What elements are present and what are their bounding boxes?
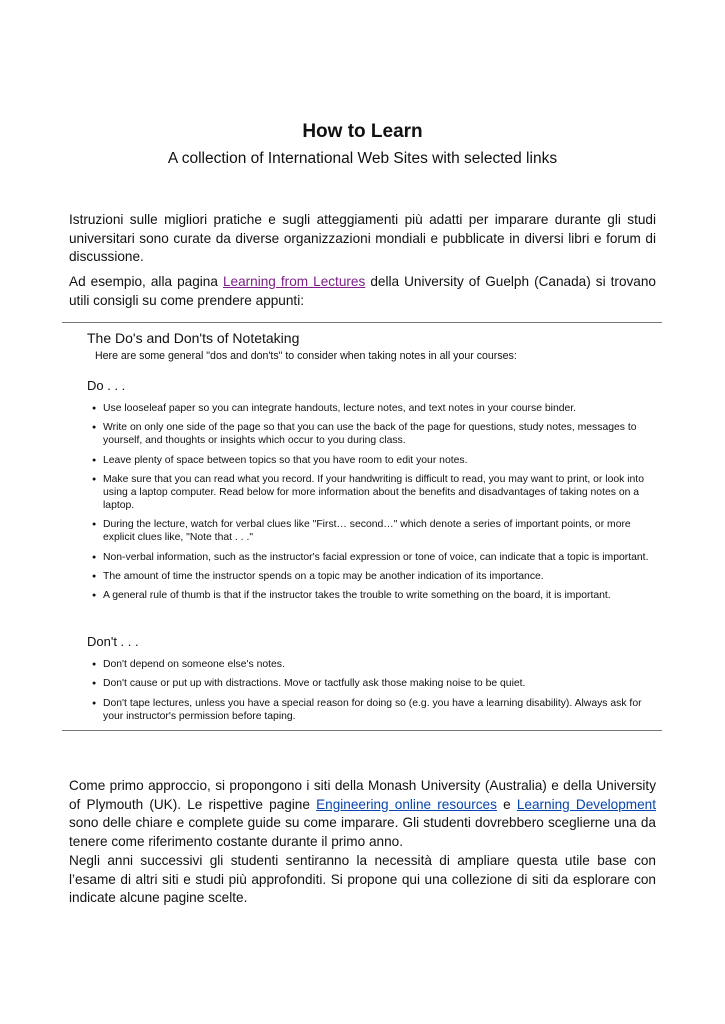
notetaking-box-intro: Here are some general "dos and don'ts" to consider when taking notes in all your courses: — [95, 350, 517, 362]
do-item: ● Make sure that you can read what you record. If your handwriting is difficult to read, you may want to print, or look into using a laptop computer. Read below for more information about the benefits and disadvantages of taking notes on a laptop. — [92, 474, 652, 513]
notetaking-box-title: The Do's and Don'ts of Notetaking — [87, 330, 300, 346]
dont-item: ● Don't cause or put up with distractions. Move or tactfully ask those making noise to be quiet. — [92, 678, 652, 691]
example-text-after: della University of Guelph (Canada) si trovano utili consigli su come prendere appunti: — [69, 274, 656, 308]
do-heading: Do . . . — [87, 378, 126, 393]
do-item: ● Write on only one side of the page so that you can use the back of the page for questions, study notes, messages to yourself, and thoughts or insights which occur to you during class. — [92, 422, 652, 448]
intro-paragraph: Istruzioni sulle migliori pratiche e sugli atteggiamenti più adatti per imparare durante gli studi universitari sono curate da diverse organizzazioni mondiali e pubblicate in diversi libri e forum di discussione. — [69, 212, 656, 264]
dont-list — [92, 659, 652, 724]
closing1-text-middle: e — [496, 796, 517, 812]
box-bottom-divider — [62, 730, 662, 731]
box-top-divider — [62, 322, 662, 323]
closing-paragraph-2: Negli anni successivi gli studenti sentiranno la necessità di ampliare questa utile base con l’esame di altri siti e studi più approfonditi. Si propone qui una collezione di siti da esplorare con indicate alcune pagine scelte. — [69, 853, 656, 905]
closing1-text-before: Come primo approccio, si propongono i siti della Monash University (Australia) e della University of Plymouth (UK). Le rispettive pagine — [69, 778, 656, 812]
dont-item: ● Don't tape lectures, unless you have a special reason for doing so (e.g. you have a learning disability). Always ask for your instructor's permission before taping. — [92, 698, 652, 724]
do-item: ● Non-verbal information, such as the instructor's facial expression or tone of voice, can indicate that a topic is important. — [92, 552, 652, 565]
do-item: ● The amount of time the instructor spends on a topic may be another indication of its importance. — [92, 571, 652, 584]
do-list — [92, 403, 652, 603]
do-item: ● During the lecture, watch for verbal clues like "First… second…" which denote a series of important points, or more explicit clues like, "Note that . . ." — [92, 519, 652, 545]
example-text-before: Ad esempio, alla pagina — [69, 274, 223, 289]
example-paragraph — [69, 273, 656, 310]
page-title: How to Learn — [302, 121, 423, 142]
dont-item: ● Don't depend on someone else's notes. — [92, 659, 652, 672]
page-subtitle: A collection of International Web Sites with selected links — [167, 150, 558, 167]
engineering-online-resources-link[interactable]: Engineering online resources — [316, 796, 497, 812]
dont-heading: Don't . . . — [87, 634, 139, 649]
closing1-text-after: sono delle chiare e complete guide su come imparare. Gli studenti dovrebbero sceglierne una da tenere come riferimento costante durante il primo anno. — [69, 815, 656, 849]
learning-development-link[interactable]: Learning Development — [516, 796, 656, 812]
do-item: ● Leave plenty of space between topics so that you have room to edit your notes. — [92, 455, 652, 468]
do-item: ● A general rule of thumb is that if the instructor takes the trouble to write something on the board, it is important. — [92, 590, 652, 603]
closing-paragraph-1 — [69, 777, 656, 851]
learning-from-lectures-link[interactable]: Learning from Lectures — [222, 274, 366, 289]
do-item: ● Use looseleaf paper so you can integrate handouts, lecture notes, and text notes in your course binder. — [92, 403, 652, 416]
